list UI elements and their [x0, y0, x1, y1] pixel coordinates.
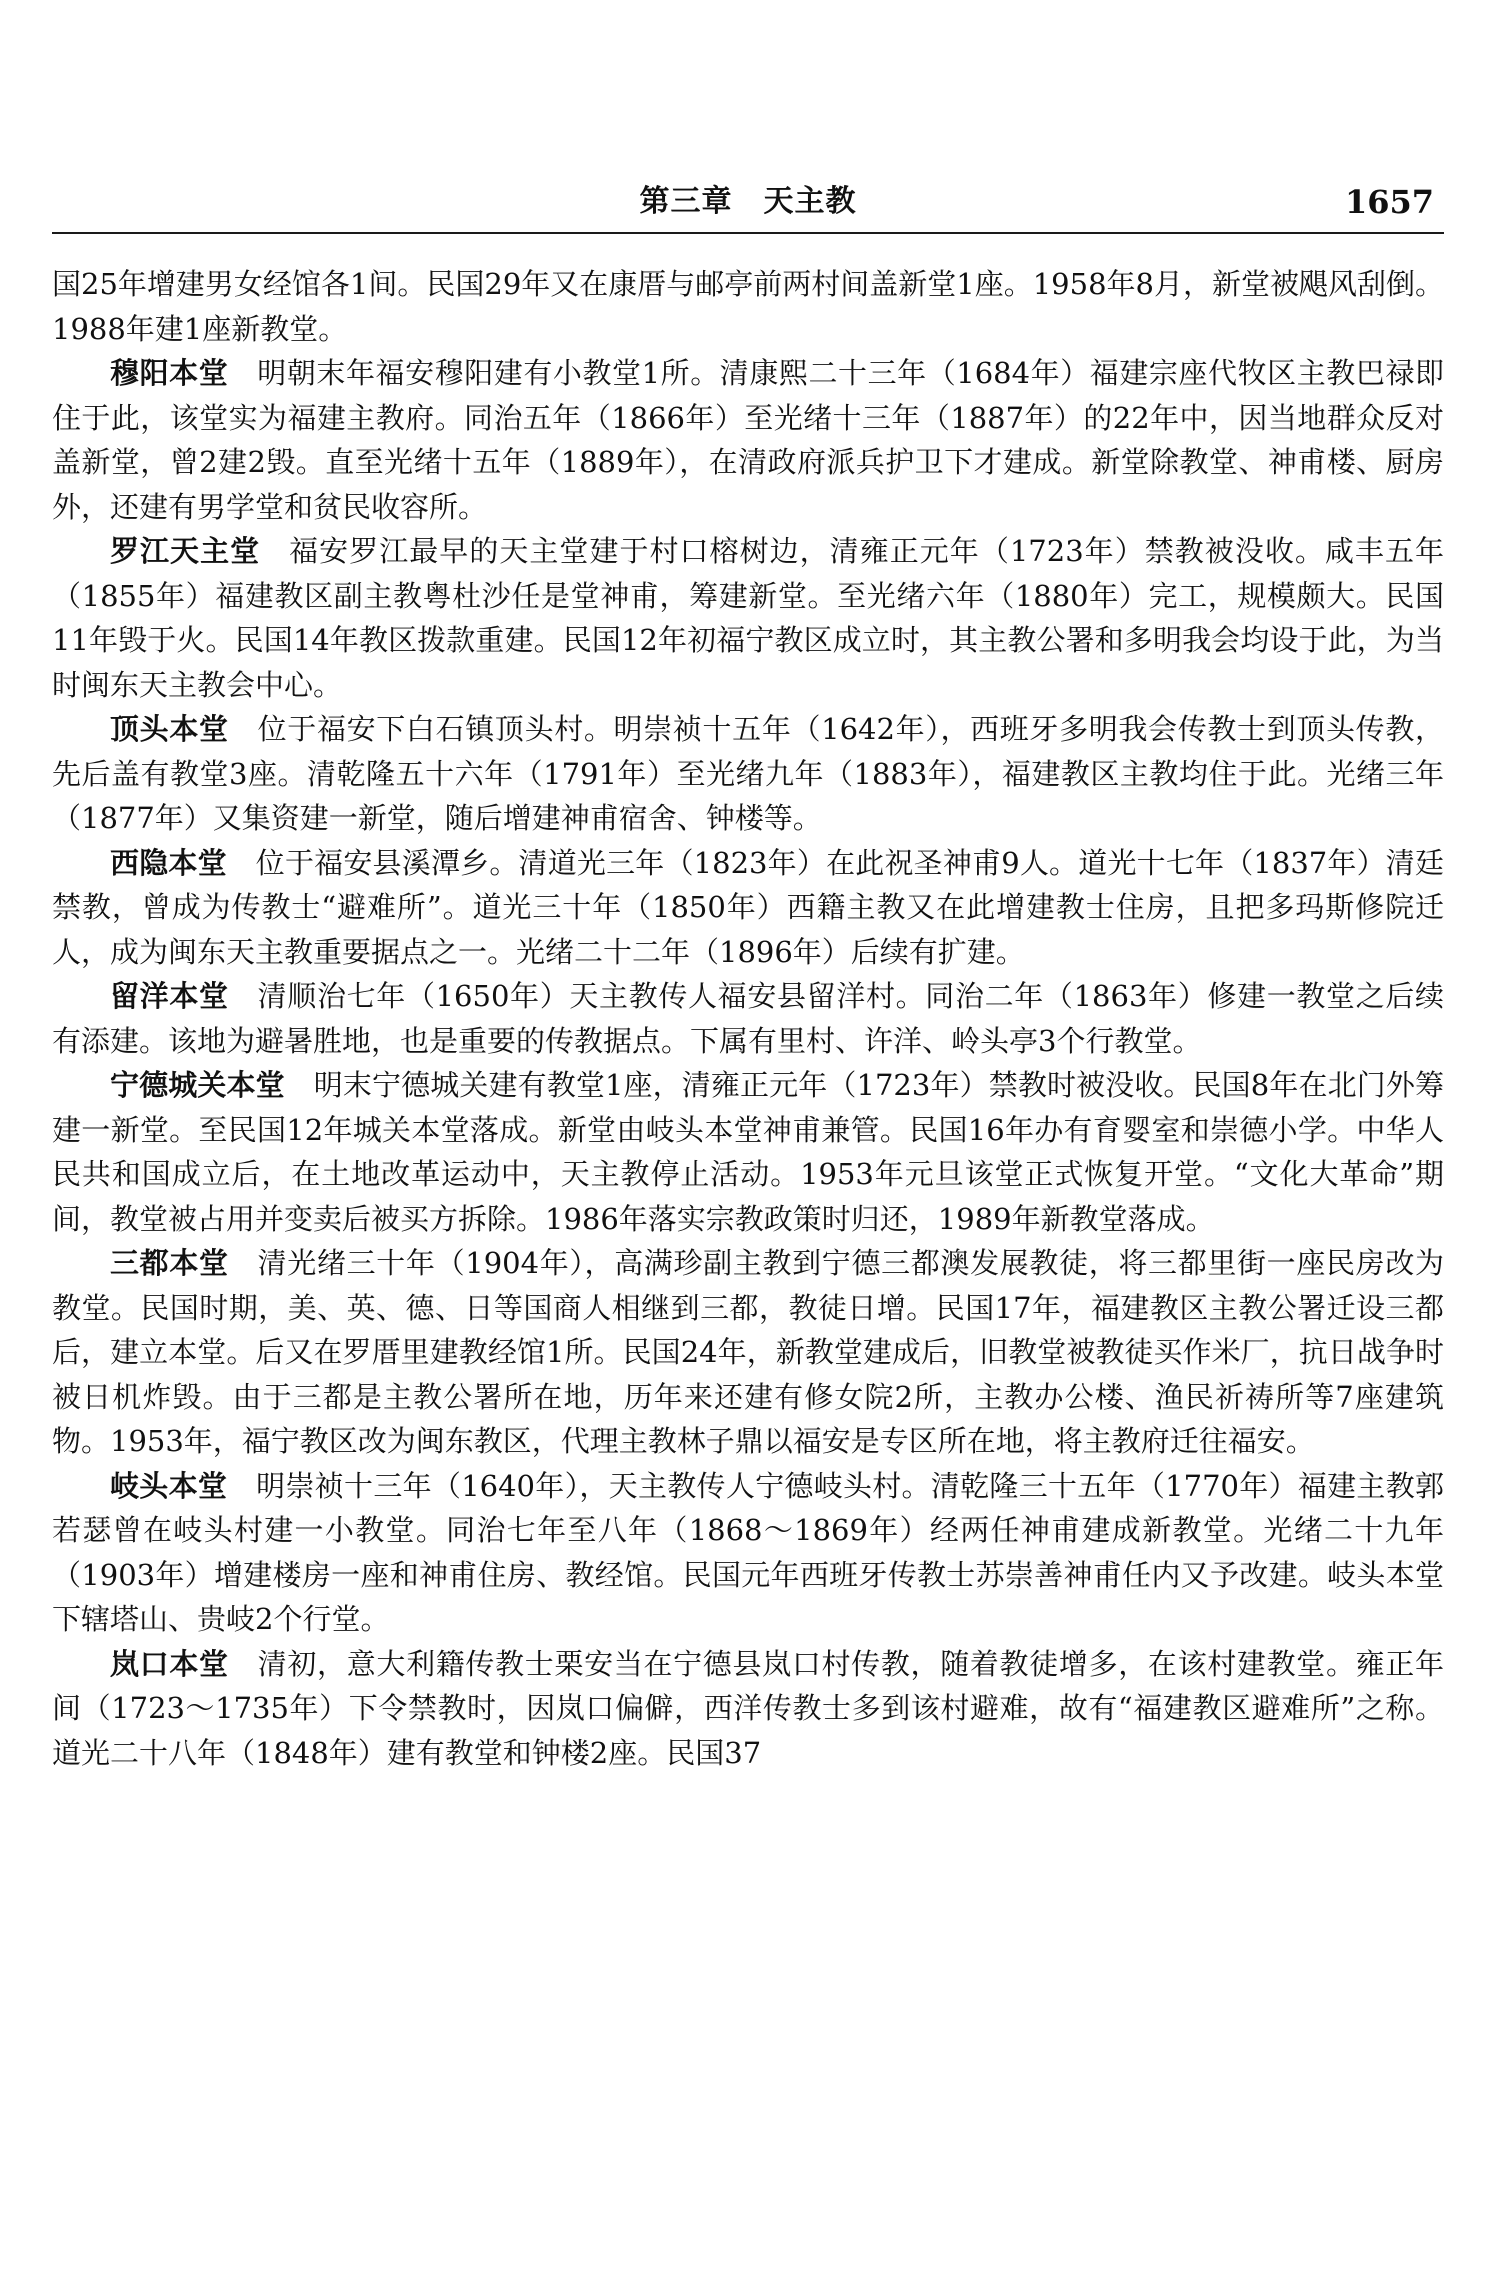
entry-title: 三都本堂 — [110, 1246, 229, 1280]
entry-text: 清顺治七年（1650年）天主教传人福安县留洋村。同治二年（1863年）修建一教堂之后续有添建。该地为避暑胜地，也是重要的传教据点。下属有里村、许洋、岭头亭3个行教堂。 — [52, 979, 1444, 1058]
entry-title: 罗江天主堂 — [110, 534, 261, 568]
entry-title: 岐头本堂 — [110, 1468, 228, 1503]
entry-qitou — [52, 1464, 1444, 1642]
chapter-title: 第三章 天主教 — [639, 184, 857, 219]
entry-text: 福安罗江最早的天主堂建于村口榕树边，清雍正元年（1723年）禁教被没收。咸丰五年（1855年）福建教区副主教粤杜沙任是堂神甫，筹建新堂。至光绪六年（1880年）完工，规模颇大。民国11年毁于火。民国14年教区拨款重建。民国12年初福宁教区成立时，其主教公署和多明我会均设于此，为当时闽东天主教会中心。 — [52, 534, 1444, 702]
entry-text: 位于福安下白石镇顶头村。明崇祯十五年（1642年），西班牙多明我会传教士到顶头传教，先后盖有教堂3座。清乾隆五十六年（1791年）至光绪九年（1883年），福建教区主教均住于此。光绪三年（1877年）又集资建一新堂，随后增建神甫宿舍、钟楼等。 — [52, 712, 1444, 835]
entry-title: 宁德城关本堂 — [110, 1068, 285, 1102]
entry-dingtou — [52, 707, 1444, 841]
entry-title: 岚口本堂 — [110, 1646, 229, 1681]
entry-text: 位于福安县溪潭乡。清道光三年（1823年）在此祝圣神甫9人。道光十七年（1837年）清廷禁教，曾成为传教士“避难所”。道光三十年（1850年）西籍主教又在此增建教士住房，且把多玛斯修院迁人，成为闽东天主教重要据点之一。光绪二十二年（1896年）后续有扩建。 — [52, 845, 1444, 969]
entry-text: 明末宁德城关建有教堂1座，清雍正元年（1723年）禁教时被没收。民国8年在北门外筹建一新堂。至民国12年城关本堂落成。新堂由岐头本堂神甫兼管。民国16年办有育婴室和崇德小学。中华人民共和国成立后，在土地改革运动中，天主教停止活动。1953年元旦该堂正式恢复开堂。“文化大革命”期间，教堂被占用并变卖后被买方拆除。1986年落实宗教政策时归还，1989年新教堂落成。 — [52, 1068, 1444, 1236]
entry-sandu — [52, 1241, 1444, 1464]
page-number: 1657 — [1344, 183, 1434, 221]
entry-title: 顶头本堂 — [110, 712, 229, 746]
continuation-paragraph: 国25年增建男女经馆各1间。民国29年又在康厝与邮亭前两村间盖新堂1座。1958年8月，新堂被飓风刮倒。1988年建1座新教堂。 — [52, 267, 1444, 346]
entry-text: 清光绪三十年（1904年），高满珍副主教到宁德三都澳发展教徒，将三都里街一座民房改为教堂。民国时期，美、英、德、日等国商人相继到三都，教徒日增。民国17年，福建教区主教公署迁设三都后，建立本堂。后又在罗厝里建教经馆1所。民国24年，新教堂建成后，旧教堂被教徒买作米厂，抗日战争时被日机炸毁。由于三都是主教公署所在地，历年来还建有修女院2所，主教办公楼、渔民祈祷所等7座建筑物。1953年，福宁教区改为闽东教区，代理主教林子鼎以福安是专区所在地，将主教府迁往福安。 — [52, 1246, 1444, 1458]
entry-lankou — [52, 1642, 1444, 1776]
entry-title: 留洋本堂 — [110, 979, 229, 1013]
entry-muyang — [52, 351, 1444, 529]
entry-title: 西隐本堂 — [110, 845, 227, 880]
entry-luojiang — [52, 529, 1444, 707]
running-head — [52, 178, 1444, 226]
entry-text: 清初，意大利籍传教士栗安当在宁德县岚口村传教，随着教徒增多，在该村建教堂。雍正年间（1723～1735年）下令禁教时，因岚口偏僻，西洋传教士多到该村避难，故有“福建教区避难所”之称。道光二十八年（1848年）建有教堂和钟楼2座。民国37 — [52, 1646, 1444, 1770]
header-divider — [52, 232, 1444, 234]
entry-title: 穆阳本堂 — [110, 356, 229, 390]
entry-liuyang — [52, 974, 1444, 1063]
entry-ningde-chengguan — [52, 1063, 1444, 1241]
body-text — [52, 262, 1444, 1775]
entry-text: 明朝末年福安穆阳建有小教堂1所。清康熙二十三年（1684年）福建宗座代牧区主教巴禄即住于此，该堂实为福建主教府。同治五年（1866年）至光绪十三年（1887年）的22年中，因当地群众反对盖新堂，曾2建2毁。直至光绪十五年（1889年），在清政府派兵护卫下才建成。新堂除教堂、神甫楼、厨房外，还建有男学堂和贫民收容所。 — [52, 356, 1444, 524]
entry-text: 明崇祯十三年（1640年），天主教传人宁德岐头村。清乾隆三十五年（1770年）福建主教郭若瑟曾在岐头村建一小教堂。同治七年至八年（1868～1869年）经两任神甫建成新教堂。光绪二十九年（1903年）增建楼房一座和神甫住房、教经馆。民国元年西班牙传教士苏崇善神甫任内又予改建。岐头本堂下辖塔山、贵岐2个行堂。 — [52, 1468, 1444, 1636]
entry-xiyin — [52, 841, 1444, 975]
